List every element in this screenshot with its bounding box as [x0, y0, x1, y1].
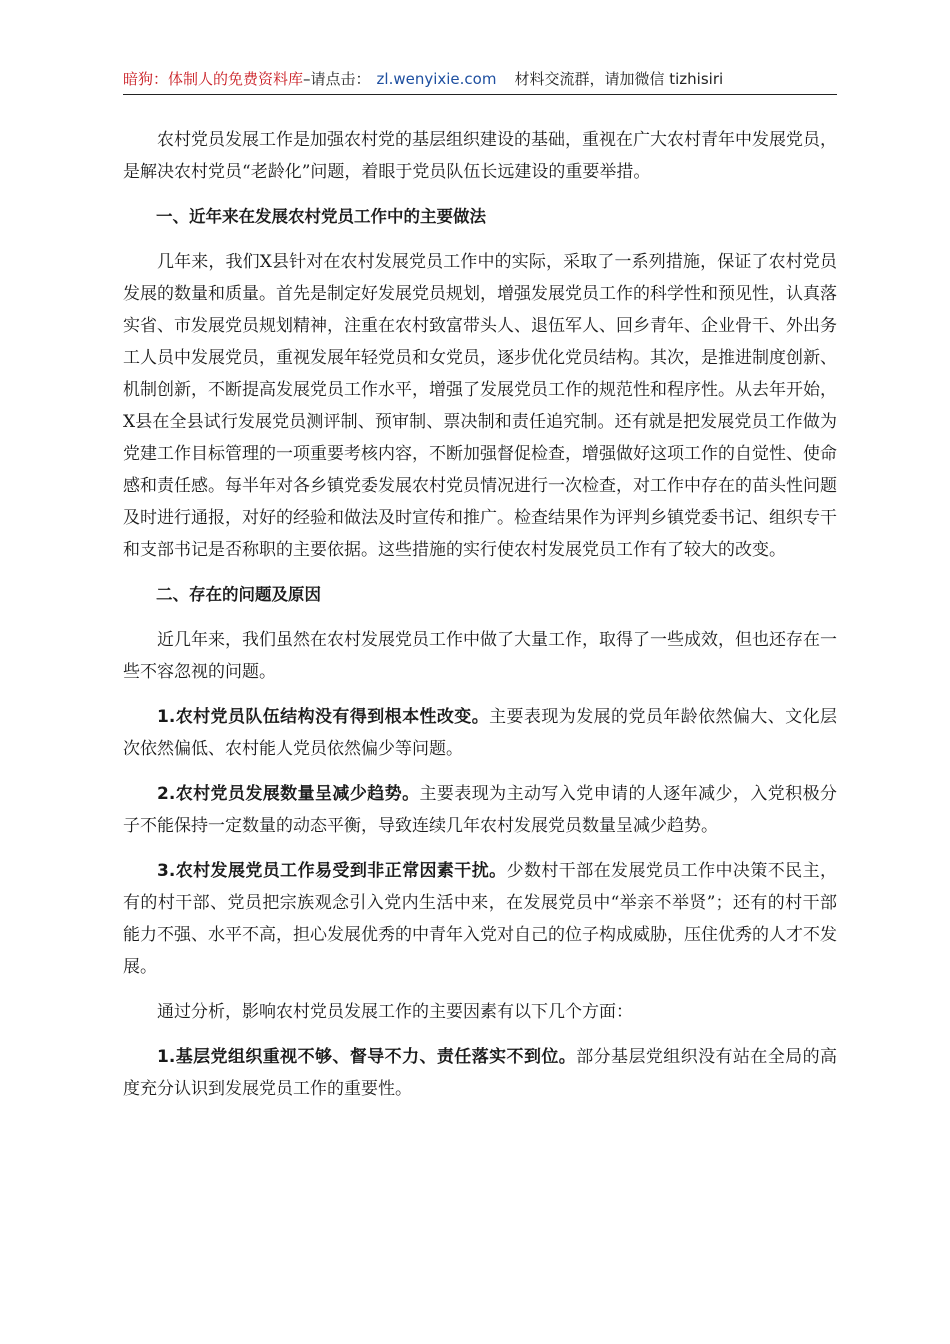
header-click-prefix: –请点击： — [303, 70, 371, 88]
problem-1-text: 主要表现为发展的党员年龄依然偏大、文化层次依然偏低、农村能人党员依然偏少等问题。 — [123, 707, 837, 759]
factor-1 — [123, 1041, 837, 1105]
problem-2 — [123, 778, 837, 842]
factor-1-text: 部分基层党组织没有站在全局的高度充分认识到发展党员工作的重要性。 — [123, 1047, 838, 1099]
factor-1-lead: 1.基层党组织重视不够、督导不力、责任落实不到位。 — [157, 1047, 577, 1067]
section2-heading: 二、存在的问题及原因 — [156, 585, 321, 604]
problem-2-lead: 2.农村党员发展数量呈减少趋势。 — [157, 784, 420, 804]
problem-2-text: 主要表现为主动写入党申请的人逐年减少，入党积极分子不能保持一定数量的动态平衡，导致连续几年农村发展党员数量呈减少趋势。 — [123, 784, 838, 836]
section1-heading: 一、近年来在发展农村党员工作中的主要做法 — [156, 207, 486, 226]
header-brand: 暗狗：体制人的免费资料库 — [123, 70, 304, 88]
problem-3-text: 少数村干部在发展党员工作中决策不民主，有的村干部、党员把宗族观念引入党内生活中来，在发展党员中“举亲不举贤”；还有的村干部能力不强、水平不高，担心发展优秀的中青年入党对自己的位子构成威胁，压住优秀的人才不发展。 — [123, 861, 837, 977]
analysis-intro: 通过分析，影响农村党员发展工作的主要因素有以下几个方面： — [157, 1002, 633, 1022]
intro-paragraph: 农村党员发展工作是加强农村党的基层组织建设的基础，重视在广大农村青年中发展党员，是解决农村党员“老龄化”问题，着眼于党员队伍长远建设的重要举措。 — [123, 130, 837, 182]
problem-3 — [123, 855, 837, 983]
problem-3-lead: 3.农村发展党员工作易受到非正常因素干扰。 — [157, 861, 507, 881]
section2-intro: 近几年来，我们虽然在农村发展党员工作中做了大量工作，取得了一些成效，但也还存在一些不容忽视的问题。 — [123, 630, 837, 682]
header-wechat-note: 材料交流群，请加微信 tizhisiri — [514, 70, 724, 88]
document-body — [123, 124, 837, 1105]
page-header — [123, 66, 837, 95]
problem-1 — [123, 701, 837, 765]
problem-1-lead: 1.农村党员队伍结构没有得到根本性改变。 — [157, 707, 490, 727]
header-url-link[interactable]: zl.wenyixie.com — [376, 70, 497, 88]
section1-paragraph: 几年来，我们X县针对在农村发展党员工作中的实际，采取了一系列措施，保证了农村党员发展的数量和质量。首先是制定好发展党员规划，增强发展党员工作的科学性和预见性，认真落实省、市发展党员规划精神，注重在农村致富带头人、退伍军人、回乡青年、企业骨干、外出务工人员中发展党员，重视发展年轻党员和女党员，逐步优化党员结构。其次，是推进制度创新、机制创新，不断提高发展党员工作水平，增强了发展党员工作的规范性和程序性。从去年开始，X县在全县试行发展党员测评制、预审制、票决制和责任追究制。还有就是把发展党员工作做为党建工作目标管理的一项重要考核内容，不断加强督促检查，增强做好这项工作的自觉性、使命感和责任感。每半年对各乡镇党委发展农村党员情况进行一次检查，对工作中存在的苗头性问题及时进行通报，对好的经验和做法及时宣传和推广。检查结果作为评判乡镇党委书记、组织专干和支部书记是否称职的主要依据。这些措施的实行使农村发展党员工作有了较大的改变。 — [123, 252, 837, 560]
